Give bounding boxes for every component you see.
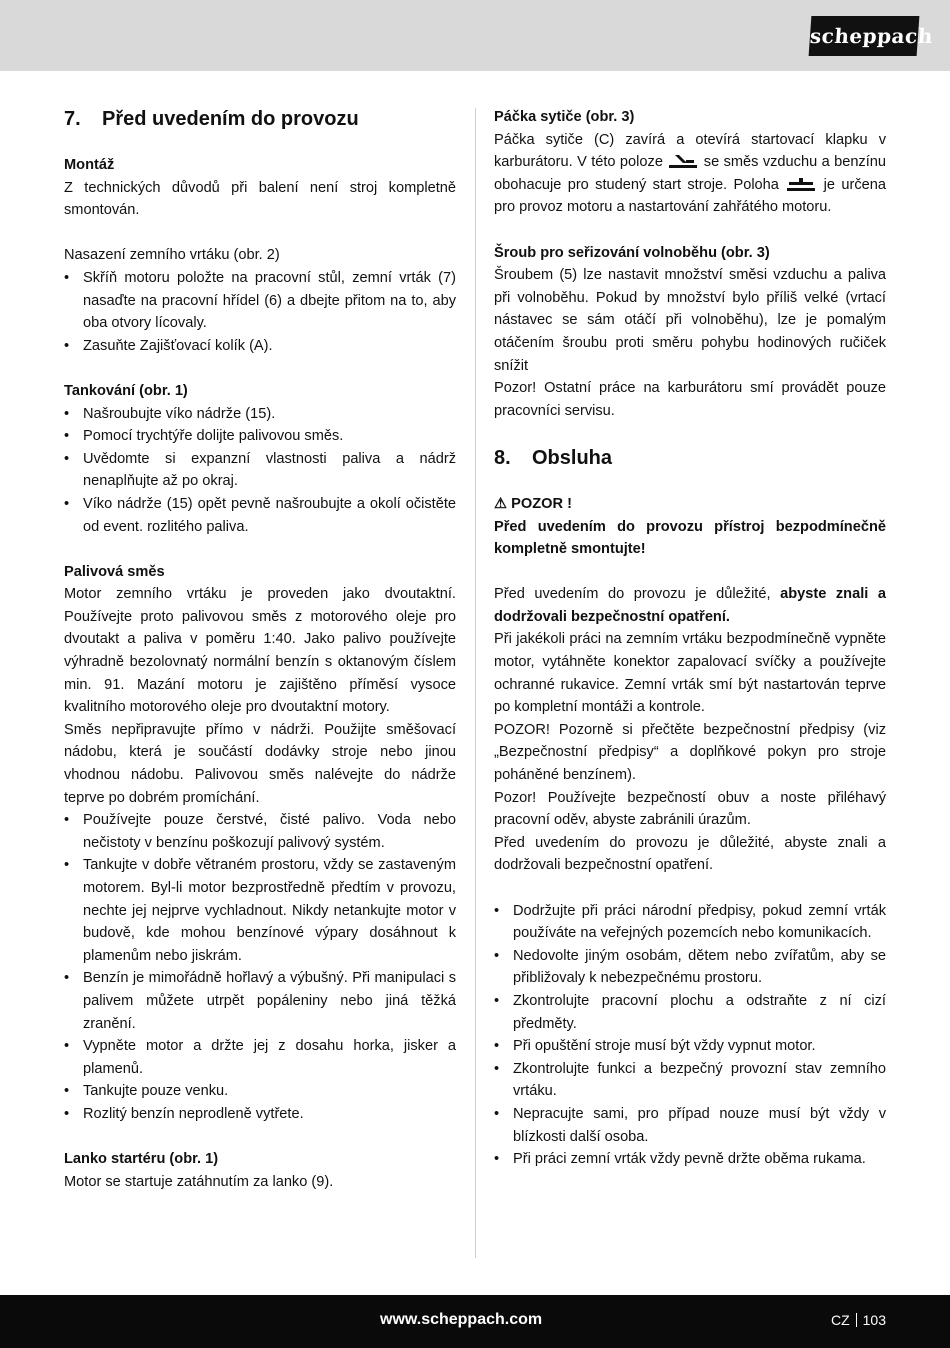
brand-logo: scheppach <box>809 16 920 56</box>
section-8-heading <box>494 445 886 471</box>
montaz-text: Z technických důvodů při balení není stroj kompletně smontován. <box>64 179 456 219</box>
list-item: • Dodržujte při práci národní předpisy, pokud zemní vrták používáte na veřejných pozemcích nebo komunikacích. <box>494 900 886 945</box>
obsluha-text: Před uvedením do provozu je důležité, <box>494 586 781 603</box>
list-item: • Skříň motoru položte na pracovní stůl, zemní vrták (7) nasaďte na pracovní hřídel (6) a dbejte přitom na to, aby oba otvory lícovaly. <box>64 267 456 335</box>
warning-text: Před uvedením do provozu přístroj bezpodmínečně kompletně smontujte! <box>494 518 886 558</box>
website-link[interactable]: www.scheppach.com <box>380 1311 543 1328</box>
list-item: • Zkontrolujte funkci a bezpečný provozní stav zemního vrtáku. <box>494 1058 886 1103</box>
list-item: • Benzín je mimořádně hořlavý a výbušný. Při manipulaci s palivem můžete utrpět popáleniny nebo jiná těžká zranění. <box>64 967 456 1035</box>
packa-heading: Páčka sytiče (obr. 3) <box>494 109 635 125</box>
palivova-list <box>64 809 456 1125</box>
list-item: • Vypněte motor a držte jej z dosahu horka, jisker a plamenů. <box>64 1035 456 1080</box>
obsluha-list <box>494 900 886 1171</box>
list-item: • Zasuňte Zajišťovací kolík (A). <box>64 335 456 358</box>
section-7-heading <box>64 106 456 132</box>
obsluha-paragraph <box>494 583 886 628</box>
list-item: • Používejte pouze čerstvé, čisté palivo. Voda nebo nečistoty v benzínu poškozují palivový systém. <box>64 809 456 854</box>
footer-separator <box>856 1313 857 1327</box>
sroub-paragraph: Šroubem (5) lze nastavit množství směsi vzduchu a paliva při volnoběhu. Pokud by množství bylo příliš velké (vrtací nástavec se sám otáčí při volnoběhu), lze je pomalým otáčením šroubu proti směru pohybu hodinových ručiček snížit <box>494 267 886 374</box>
nasazeni-list <box>64 267 456 357</box>
montaz-heading: Montáž <box>64 157 115 173</box>
palivova-heading: Palivová směs <box>64 563 165 580</box>
tankovani-list <box>64 403 456 539</box>
lanko-text: Motor se startuje zatáhnutím za lanko (9). <box>64 1173 334 1190</box>
page-header <box>0 0 950 71</box>
list-item: • Našroubujte víko nádrže (15). <box>64 403 456 426</box>
sroub-heading: Šroub pro seřizování volnoběhu (obr. 3) <box>494 244 770 261</box>
list-item: • Zkontrolujte pracovní plochu a odstraňte z ní cizí předměty. <box>494 990 886 1035</box>
page-number: 103 <box>862 1312 886 1328</box>
obsluha-paragraph: Pozor! Používejte bezpečností obuv a noste přiléhavý pracovní oděv, abyste zabránili úrazům. <box>494 789 886 829</box>
section-title: Obsluha <box>532 446 613 469</box>
lanko-heading: Lanko startéru (obr. 1) <box>64 1151 219 1168</box>
packa-text <box>494 129 886 219</box>
sroub-paragraph: Pozor! Ostatní práce na karburátoru smí provádět pouze pracovníci servisu. <box>494 380 886 419</box>
choke-open-icon <box>787 176 815 190</box>
list-item: • Tankujte v dobře větraném prostoru, vždy se zastaveným motorem. Byl-li motor bezprostředně předtím v provozu, nechte jej nejprve vychladnout. Nikdy netankujte motor v budově, kde mohou benzínové výpary dosáhnout k plamenům nebo jiskrám. <box>64 854 456 967</box>
page-indicator <box>831 1312 886 1328</box>
warning-label-text: POZOR ! <box>511 495 572 512</box>
obsluha-paragraph: Při jakékoli práci na zemním vrtáku bezpodmínečně vypněte motor, vytáhněte konektor zapalovací svíčky a používejte ochranné rukavice. Zemní vrták smí být nastartován teprve po kompletní montáži a kontrole. <box>494 631 886 716</box>
list-item: • Při opuštění stroje musí být vždy vypnut motor. <box>494 1035 886 1058</box>
warning-icon: ⚠ <box>494 495 508 512</box>
warning-label <box>494 493 886 516</box>
section-number: 8. <box>494 446 511 469</box>
list-item: • Pomocí trychtýře dolijte palivovou směs. <box>64 425 456 448</box>
page-footer <box>0 1295 950 1348</box>
list-item: • Při práci zemní vrták vždy pevně držte oběma rukama. <box>494 1148 886 1171</box>
obsluha-paragraph: Před uvedením do provozu je důležité, abyste znali a dodržovali bezpečnostní opatření. <box>494 834 886 874</box>
choke-closed-icon <box>669 153 697 167</box>
packa-text-part: je určena pro provoz motoru a nastartování zahřátého motoru. <box>494 176 886 216</box>
language-code: CZ <box>830 1312 850 1328</box>
section-number: 7. <box>64 108 81 130</box>
packa-text-part: Páčka sytiče (C) zavírá a otevírá startovací klapku v karburátoru. V této poloze <box>494 131 886 171</box>
tankovani-heading: Tankování (obr. 1) <box>64 382 188 399</box>
list-item: • Nedovolte jiným osobám, dětem nebo zvířatům, aby se přibližovaly k nebezpečnému prostoru. <box>494 945 886 990</box>
obsluha-bold-text: abyste znali a dodržovali bezpečnostní opatření. <box>494 586 886 625</box>
obsluha-paragraph: POZOR! Pozorně si přečtěte bezpečnostní předpisy (viz „Bezpečnostní předpisy“ a doplňkové pokyn pro stroje poháněné benzínem). <box>494 721 886 784</box>
palivova-paragraph: Motor zemního vrtáku je proveden jako dvoutaktní. Používejte proto palivovou směs z motorového oleje pro dvoutakt a paliva v poměru 1:40. Jako palivo používejte výhradně bezolovnatý normální benzín s oktanovým číslem min. 91. Mazání motoru je zajištěno příměsí vysoce kvalitního motorového oleje pro dvoutaktní motory. <box>64 586 456 716</box>
list-item: • Tankujte pouze venku. <box>64 1080 456 1103</box>
list-item: • Uvědomte si expanzní vlastnosti paliva a nádrž nenaplňujte až po okraj. <box>64 448 456 493</box>
palivova-paragraph: Směs nepřipravujte přímo v nádrži. Použijte směšovací nádobu, která je součástí dodávky stroje nebo jinou vhodnou nádobu. Palivovou směs nalévejte do nádrže teprve po dobrém promíchání. <box>64 721 456 806</box>
list-item: • Rozlitý benzín neprodleně vytřete. <box>64 1103 456 1126</box>
list-item: • Nepracujte sami, pro případ nouze musí být vždy v blízkosti další osoba. <box>494 1103 886 1148</box>
left-column <box>64 106 456 1193</box>
right-column <box>494 106 886 1171</box>
list-item: • Víko nádrže (15) opět pevně našroubujte a okolí očistěte od event. rozlitého paliva. <box>64 493 456 538</box>
nasazeni-text: Nasazení zemního vrtáku (obr. 2) <box>64 247 280 264</box>
column-divider <box>475 108 476 1258</box>
section-title: Před uvedením do provozu <box>102 108 359 130</box>
packa-text-part: se směs vzduchu a benzínu obohacuje pro studený start stroje. Poloha <box>494 154 887 193</box>
